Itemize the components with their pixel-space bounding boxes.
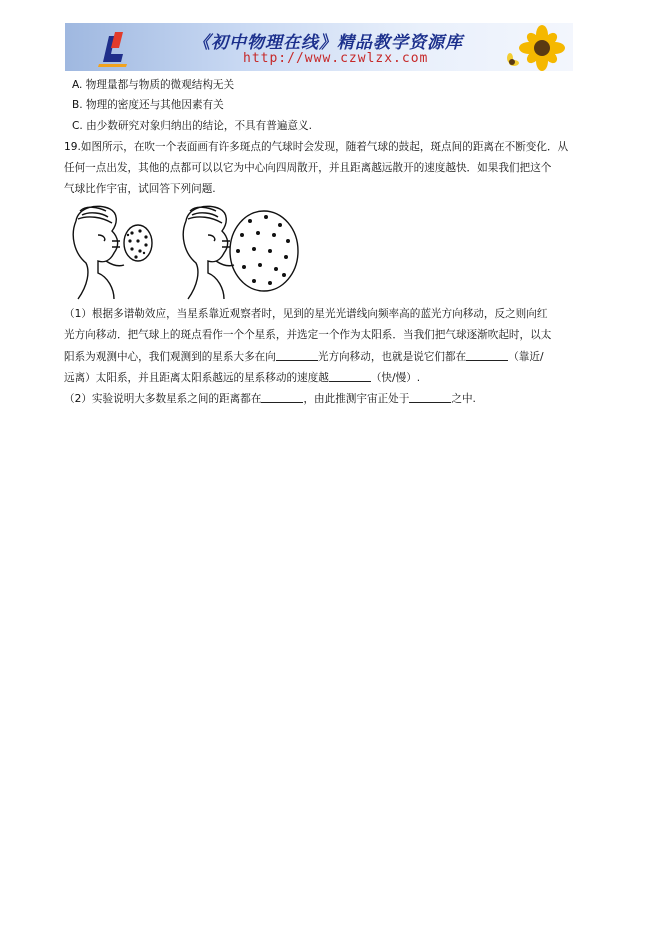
part-1-line-1: （1）根据多谱勒效应，当星系靠近观察者时，见到的星光光谱线向频率高的蓝光方向移动，反之则向红 xyxy=(64,308,548,320)
question-19-line-1: 19.如图所示，在吹一个表面画有许多斑点的气球时会发现，随着气球的鼓起，斑点间的距离在不断变化．从 xyxy=(64,141,569,153)
logo-icon xyxy=(93,28,133,68)
part-1-line-3-text-c: （靠近/ xyxy=(508,351,544,363)
part-2-text-b: ，由此推测宇宙正处于 xyxy=(303,393,410,405)
balloon-illustration xyxy=(68,201,308,301)
part-1-line-3 xyxy=(64,349,544,365)
option-a: A. 物理量都与物质的微观结构无关 xyxy=(72,79,235,91)
answer-blank-5[interactable] xyxy=(409,391,451,403)
part-1-line-4-text-a: 远离）太阳系，并且距离太阳系越远的星系移动的速度越 xyxy=(64,372,329,384)
part-2-text-a: （2）实验说明大多数星系之间的距离都在 xyxy=(64,393,262,405)
answer-blank-3[interactable] xyxy=(329,370,371,382)
part-1-line-3-text-b: 光方向移动，也就是说它们都在 xyxy=(317,351,467,363)
part-1-line-2: 光方向移动．把气球上的斑点看作一个个星系，并选定一个作为太阳系．当我们把气球逐渐吹起时，以太 xyxy=(64,329,552,341)
question-19-line-2: 任何一点出发，其他的点都可以以它为中心向四周散开，并且距离越远散开的速度越快．如果我们把这个 xyxy=(64,162,552,174)
part-2-text-c: 之中. xyxy=(451,393,476,405)
option-b: B. 物理的密度还与其他因素有关 xyxy=(72,99,224,111)
answer-blank-2[interactable] xyxy=(466,349,508,361)
option-c: C. 由少数研究对象归纳出的结论，不具有普遍意义. xyxy=(72,120,312,132)
sunflower-icon xyxy=(502,25,572,71)
answer-blank-4[interactable] xyxy=(261,391,303,403)
question-19-line-3: 气球比作宇宙，试回答下列问题. xyxy=(64,183,216,195)
banner-title: 《初中物理在线》精品教学资源库 xyxy=(193,33,463,53)
banner-url: http://www.czwlzx.com xyxy=(243,51,429,66)
answer-blank-1[interactable] xyxy=(276,349,318,361)
part-2-line xyxy=(64,391,476,407)
part-1-line-4-text-b: （快/慢）. xyxy=(370,372,421,384)
part-1-line-3-text-a: 阳系为观测中心，我们观测到的星系大多在向 xyxy=(64,351,276,363)
part-1-line-4 xyxy=(64,370,420,386)
header-banner xyxy=(65,23,573,71)
